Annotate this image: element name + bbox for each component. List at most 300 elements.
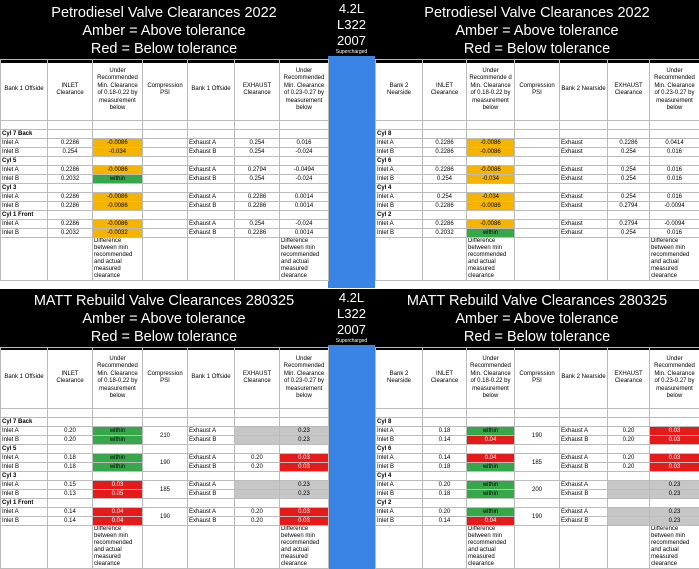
empty-cell — [280, 130, 329, 139]
spacer-row — [1, 409, 329, 418]
compression-psi: 190 — [143, 508, 188, 526]
engine-code: L322 — [337, 306, 366, 321]
spacer-cell — [48, 409, 93, 418]
exhaust-clearance: 0.20 — [608, 427, 650, 436]
inlet-label: Inlet B — [1, 202, 48, 211]
top-engine-label — [328, 0, 375, 56]
exhaust-clearance: 0.254 — [235, 220, 280, 229]
inlet-clearance: 0.2286 — [48, 139, 93, 148]
inlet-difference: 0.04 — [467, 436, 515, 445]
empty-cell — [143, 526, 188, 569]
empty-cell — [280, 445, 329, 454]
empty-cell — [560, 472, 608, 481]
table-row — [376, 175, 699, 184]
table-row — [376, 193, 699, 202]
bottom-right-title: MATT Rebuild Valve Clearances 280325 — [406, 293, 668, 309]
bottom-left-title-block — [0, 289, 328, 350]
table-row — [376, 166, 699, 175]
empty-cell — [93, 157, 143, 166]
empty-cell — [650, 211, 699, 220]
column-header: Bank 1 Offside — [1, 60, 48, 121]
exhaust-difference: 0.0414 — [650, 139, 699, 148]
cylinder-row — [1, 130, 329, 139]
compression-psi: 185 — [143, 481, 188, 499]
inlet-label: Inlet A — [1, 481, 48, 490]
empty-cell — [467, 418, 515, 427]
bottom-left-red-legend: Red = Below tolerance — [90, 329, 238, 345]
spacer-cell — [423, 409, 467, 418]
inlet-difference: within — [467, 427, 515, 436]
inlet-clearance: 0.2286 — [423, 220, 467, 229]
engine-code: L322 — [337, 17, 366, 32]
inlet-label: Inlet A — [1, 508, 48, 517]
spacer-cell — [93, 121, 143, 130]
table-row — [1, 139, 329, 148]
inlet-label: Inlet A — [376, 166, 423, 175]
inlet-difference: within — [93, 454, 143, 463]
compression-psi: 185 — [515, 454, 560, 472]
empty-cell — [423, 499, 467, 508]
empty-cell — [515, 157, 560, 166]
exhaust-clearance: 0.254 — [235, 139, 280, 148]
spacer-cell — [235, 409, 280, 418]
exhaust-label: Exhaust A — [188, 427, 235, 436]
cylinder-row — [376, 499, 699, 508]
inlet-difference: -0.034 — [93, 148, 143, 157]
exhaust-label: Exhaust A — [188, 454, 235, 463]
inlet-clearance: 0.14 — [423, 517, 467, 526]
spacer-cell — [280, 121, 329, 130]
inlet-label: Inlet B — [1, 517, 48, 526]
compression-psi — [143, 193, 188, 202]
spacer-cell — [48, 121, 93, 130]
cylinder-label: Cyl 2 — [376, 499, 423, 508]
cylinder-row — [1, 445, 329, 454]
column-header: Compression PSI — [515, 60, 560, 121]
exhaust-clearance: 0.254 — [235, 148, 280, 157]
exhaust-difference: -0.0094 — [650, 220, 699, 229]
top-right-title-block — [375, 0, 699, 63]
cylinder-label: Cyl 3 — [1, 184, 48, 193]
compression-psi — [143, 175, 188, 184]
exhaust-label: Exhaust — [560, 202, 608, 211]
exhaust-clearance: 0.20 — [235, 463, 280, 472]
compression-psi: 210 — [143, 427, 188, 445]
exhaust-label: Exhaust B — [560, 490, 608, 499]
inlet-difference: within — [467, 508, 515, 517]
inlet-clearance: 0.2286 — [48, 193, 93, 202]
exhaust-clearance: 0.254 — [608, 193, 650, 202]
compression-psi — [515, 175, 560, 184]
exhaust-difference: 0.0014 — [280, 193, 329, 202]
exhaust-label: Exhaust B — [188, 229, 235, 238]
inlet-label: Inlet B — [376, 175, 423, 184]
exhaust-difference: 0.23 — [280, 427, 329, 436]
exhaust-difference: 0.0014 — [280, 202, 329, 211]
header-row — [376, 348, 699, 409]
column-header: Under Recommended Min. Clearance of 0.23-0.27 by measurement below — [650, 60, 699, 121]
empty-cell — [48, 238, 93, 281]
inlet-label: Inlet B — [376, 436, 423, 445]
header-row — [1, 60, 329, 121]
exhaust-label: Exhaust A — [560, 508, 608, 517]
exhaust-clearance: 0.254 — [608, 148, 650, 157]
inlet-label: Inlet B — [376, 463, 423, 472]
exhaust-difference: -0.024 — [280, 175, 329, 184]
inlet-label: Inlet A — [376, 508, 423, 517]
exhaust-clearance: 0.254 — [608, 175, 650, 184]
empty-cell — [515, 445, 560, 454]
compression-psi — [515, 166, 560, 175]
inlet-difference: 0.04 — [467, 517, 515, 526]
exhaust-difference: 0.016 — [280, 139, 329, 148]
inlet-difference: within — [93, 463, 143, 472]
inlet-clearance: 0.18 — [423, 427, 467, 436]
bottom-right-title-block — [375, 289, 699, 350]
cylinder-row — [1, 157, 329, 166]
exhaust-clearance: 0.2794 — [608, 202, 650, 211]
compression-psi — [143, 139, 188, 148]
exhaust-difference: 0.03 — [650, 454, 699, 463]
empty-cell — [650, 472, 699, 481]
engine-type: Supercharged — [335, 49, 368, 55]
empty-cell — [280, 499, 329, 508]
table-row — [376, 202, 699, 211]
engine-size: 4.2L — [338, 290, 365, 305]
empty-cell — [560, 211, 608, 220]
exhaust-label: Exhaust B — [188, 175, 235, 184]
exhaust-clearance — [608, 490, 650, 499]
empty-cell — [48, 418, 93, 427]
inlet-label: Inlet A — [376, 454, 423, 463]
cylinder-row — [376, 211, 699, 220]
exhaust-difference: 0.03 — [280, 517, 329, 526]
inlet-difference: -0.034 — [467, 193, 515, 202]
top-left-title: Petrodiesel Valve Clearances 2022 — [51, 5, 277, 21]
top-divider-bar — [328, 56, 375, 288]
column-header: Bank 2 Nearside — [560, 348, 608, 409]
engine-size: 4.2L — [338, 1, 365, 16]
spacer-row — [376, 121, 699, 130]
spacer-cell — [608, 121, 650, 130]
empty-cell — [143, 445, 188, 454]
empty-cell — [650, 445, 699, 454]
inlet-clearance: 0.254 — [48, 148, 93, 157]
spacer-cell — [188, 121, 235, 130]
inlet-label: Inlet B — [1, 463, 48, 472]
empty-cell — [188, 526, 235, 569]
top-left-table — [0, 59, 329, 281]
column-header: Bank 2 Nearside — [376, 348, 423, 409]
cylinder-label: Cyl 8 — [376, 418, 423, 427]
table-row — [1, 202, 329, 211]
inlet-label: Inlet B — [376, 202, 423, 211]
difference-note: Difference between min recommended and actual measured clearance — [93, 526, 143, 569]
exhaust-label: Exhaust A — [188, 166, 235, 175]
inlet-difference: -0.0086 — [93, 139, 143, 148]
empty-cell — [188, 445, 235, 454]
inlet-difference: -0.0086 — [93, 202, 143, 211]
exhaust-clearance — [608, 517, 650, 526]
empty-cell — [467, 499, 515, 508]
cylinder-row — [376, 418, 699, 427]
exhaust-label: Exhaust — [560, 229, 608, 238]
exhaust-difference: 0.016 — [650, 148, 699, 157]
bottom-left-amber-legend: Amber = Above tolerance — [82, 311, 246, 327]
inlet-clearance: 0.14 — [423, 436, 467, 445]
empty-cell — [235, 184, 280, 193]
inlet-difference: 0.04 — [93, 517, 143, 526]
exhaust-difference: 0.03 — [650, 427, 699, 436]
empty-cell — [515, 130, 560, 139]
bottom-right-table — [375, 347, 699, 569]
difference-note: Difference between min recommended and actual measured clearance — [467, 238, 515, 281]
exhaust-difference: 0.016 — [650, 193, 699, 202]
exhaust-clearance — [608, 481, 650, 490]
column-header: Bank 2 Nearside — [376, 60, 423, 121]
exhaust-difference: 0.23 — [650, 517, 699, 526]
inlet-clearance: 0.20 — [48, 427, 93, 436]
table-row — [1, 148, 329, 157]
exhaust-label: Exhaust A — [188, 139, 235, 148]
inlet-difference: -0.034 — [467, 175, 515, 184]
empty-cell — [423, 211, 467, 220]
empty-cell — [423, 238, 467, 281]
inlet-clearance: 0.2286 — [423, 139, 467, 148]
exhaust-label: Exhaust — [560, 175, 608, 184]
exhaust-label: Exhaust B — [188, 148, 235, 157]
top-left-amber-legend: Amber = Above tolerance — [82, 23, 246, 39]
inlet-difference: -0.0086 — [467, 220, 515, 229]
spacer-cell — [515, 121, 560, 130]
inlet-label: Inlet B — [1, 490, 48, 499]
cylinder-label: Cyl 4 — [376, 184, 423, 193]
inlet-difference: within — [467, 481, 515, 490]
inlet-clearance: 0.2032 — [48, 229, 93, 238]
empty-cell — [1, 526, 48, 569]
empty-cell — [188, 211, 235, 220]
spacer-cell — [188, 409, 235, 418]
top-right-amber-legend: Amber = Above tolerance — [455, 23, 619, 39]
column-header: EXHAUST Clearance — [235, 348, 280, 409]
exhaust-difference: -0.0094 — [650, 202, 699, 211]
inlet-clearance: 0.18 — [423, 463, 467, 472]
empty-cell — [280, 184, 329, 193]
exhaust-clearance: 0.20 — [608, 454, 650, 463]
empty-cell — [143, 157, 188, 166]
empty-cell — [467, 184, 515, 193]
exhaust-clearance: 0.254 — [235, 175, 280, 184]
exhaust-clearance: 0.2286 — [608, 139, 650, 148]
exhaust-clearance: 0.2286 — [235, 229, 280, 238]
spacer-cell — [235, 121, 280, 130]
spacer-cell — [376, 121, 423, 130]
compression-psi — [515, 193, 560, 202]
empty-cell — [467, 445, 515, 454]
empty-cell — [467, 130, 515, 139]
column-header: INLET Clearance — [423, 348, 467, 409]
empty-cell — [608, 418, 650, 427]
cylinder-label: Cyl 5 — [1, 445, 48, 454]
empty-cell — [188, 472, 235, 481]
exhaust-clearance: 0.254 — [608, 229, 650, 238]
inlet-difference: within — [93, 175, 143, 184]
empty-cell — [515, 238, 560, 281]
exhaust-label: Exhaust A — [560, 481, 608, 490]
note-row — [1, 238, 329, 281]
inlet-clearance: 0.2032 — [423, 229, 467, 238]
exhaust-difference: 0.03 — [280, 454, 329, 463]
inlet-clearance: 0.254 — [423, 175, 467, 184]
empty-cell — [560, 130, 608, 139]
empty-cell — [515, 418, 560, 427]
exhaust-clearance: 0.2794 — [235, 166, 280, 175]
empty-cell — [188, 238, 235, 281]
inlet-difference: within — [467, 229, 515, 238]
cylinder-label: Cyl 4 — [376, 472, 423, 481]
bottom-engine-label — [328, 289, 375, 345]
inlet-clearance: 0.2032 — [48, 175, 93, 184]
column-header: Compression PSI — [515, 348, 560, 409]
empty-cell — [423, 418, 467, 427]
top-right-red-legend: Red = Below tolerance — [463, 41, 611, 57]
empty-cell — [423, 445, 467, 454]
exhaust-difference: 0.23 — [280, 490, 329, 499]
empty-cell — [560, 526, 608, 569]
inlet-label: Inlet B — [1, 175, 48, 184]
empty-cell — [423, 184, 467, 193]
inlet-label: Inlet B — [376, 229, 423, 238]
exhaust-difference: 0.03 — [650, 463, 699, 472]
empty-cell — [515, 211, 560, 220]
top-left-red-legend: Red = Below tolerance — [90, 41, 238, 57]
empty-cell — [188, 418, 235, 427]
column-header: INLET Clearance — [48, 60, 93, 121]
exhaust-difference: 0.23 — [650, 481, 699, 490]
empty-cell — [467, 211, 515, 220]
empty-cell — [376, 238, 423, 281]
empty-cell — [93, 211, 143, 220]
inlet-clearance: 0.20 — [423, 508, 467, 517]
inlet-label: Inlet B — [376, 517, 423, 526]
inlet-label: Inlet A — [1, 220, 48, 229]
empty-cell — [93, 418, 143, 427]
empty-cell — [235, 445, 280, 454]
inlet-label: Inlet A — [376, 220, 423, 229]
table-row — [376, 481, 699, 490]
cylinder-label: Cyl 6 — [376, 157, 423, 166]
bottom-divider-bar — [328, 345, 375, 569]
table-row — [1, 481, 329, 490]
empty-cell — [48, 445, 93, 454]
inlet-label: Inlet B — [376, 490, 423, 499]
cylinder-row — [1, 499, 329, 508]
exhaust-difference: -0.024 — [280, 220, 329, 229]
exhaust-clearance: 0.20 — [235, 517, 280, 526]
compression-psi — [515, 220, 560, 229]
empty-cell — [48, 130, 93, 139]
empty-cell — [608, 211, 650, 220]
empty-cell — [188, 130, 235, 139]
cylinder-label: Cyl 1 Front — [1, 499, 48, 508]
column-header: Under Recommended Min. Clearance of 0.18-0.22 by measurement below — [93, 348, 143, 409]
empty-cell — [143, 211, 188, 220]
compression-psi — [143, 202, 188, 211]
empty-cell — [48, 211, 93, 220]
compression-psi: 190 — [515, 427, 560, 445]
exhaust-difference: 0.23 — [280, 436, 329, 445]
exhaust-label: Exhaust B — [188, 436, 235, 445]
exhaust-label: Exhaust A — [188, 220, 235, 229]
inlet-difference: within — [93, 427, 143, 436]
exhaust-clearance: 0.20 — [608, 436, 650, 445]
inlet-label: Inlet B — [376, 148, 423, 157]
empty-cell — [423, 157, 467, 166]
header-row — [376, 60, 699, 121]
inlet-label: Inlet A — [376, 139, 423, 148]
inlet-clearance: 0.18 — [423, 490, 467, 499]
exhaust-clearance: 0.20 — [608, 463, 650, 472]
column-header: Under Recommended Min. Clearance of 0.23-0.27 by measurement below — [650, 348, 699, 409]
inlet-label: Inlet B — [1, 148, 48, 157]
difference-note: Difference between min recommended and actual measured clearance — [650, 238, 699, 281]
cylinder-row — [376, 184, 699, 193]
cylinder-row — [376, 445, 699, 454]
inlet-difference: -0.0086 — [93, 193, 143, 202]
empty-cell — [608, 130, 650, 139]
empty-cell — [93, 130, 143, 139]
empty-cell — [280, 472, 329, 481]
inlet-difference: -0.0086 — [467, 148, 515, 157]
compression-psi — [515, 229, 560, 238]
inlet-clearance: 0.2286 — [423, 202, 467, 211]
note-row — [376, 238, 699, 281]
empty-cell — [188, 184, 235, 193]
exhaust-difference: -0.024 — [280, 148, 329, 157]
table-row — [1, 193, 329, 202]
empty-cell — [48, 184, 93, 193]
inlet-clearance: 0.13 — [48, 490, 93, 499]
table-row — [376, 427, 699, 436]
spacer-cell — [376, 409, 423, 418]
difference-note: Difference between min recommended and actual measured clearance — [280, 238, 329, 281]
empty-cell — [515, 472, 560, 481]
exhaust-clearance: 0.254 — [608, 166, 650, 175]
table-row — [376, 229, 699, 238]
empty-cell — [423, 130, 467, 139]
column-header: Under Recommended Min. Clearance of 0.23-0.27 by measurement below — [280, 60, 329, 121]
exhaust-label: Exhaust A — [560, 454, 608, 463]
exhaust-label: Exhaust — [560, 193, 608, 202]
difference-note: Difference between min recommended and actual measured clearance — [280, 526, 329, 569]
inlet-label: Inlet A — [1, 427, 48, 436]
spacer-cell — [650, 121, 699, 130]
exhaust-difference: 0.03 — [280, 463, 329, 472]
inlet-clearance: 0.20 — [423, 481, 467, 490]
exhaust-difference: 0.016 — [650, 166, 699, 175]
column-header: EXHAUST Clearance — [608, 60, 650, 121]
column-header: Bank 1 Offside — [188, 60, 235, 121]
empty-cell — [143, 499, 188, 508]
exhaust-label: Exhaust — [560, 139, 608, 148]
top-right-table — [375, 59, 699, 281]
empty-cell — [515, 526, 560, 569]
spacer-cell — [560, 121, 608, 130]
inlet-difference: -0.0032 — [93, 229, 143, 238]
table-row — [1, 220, 329, 229]
empty-cell — [560, 184, 608, 193]
inlet-label: Inlet A — [1, 454, 48, 463]
